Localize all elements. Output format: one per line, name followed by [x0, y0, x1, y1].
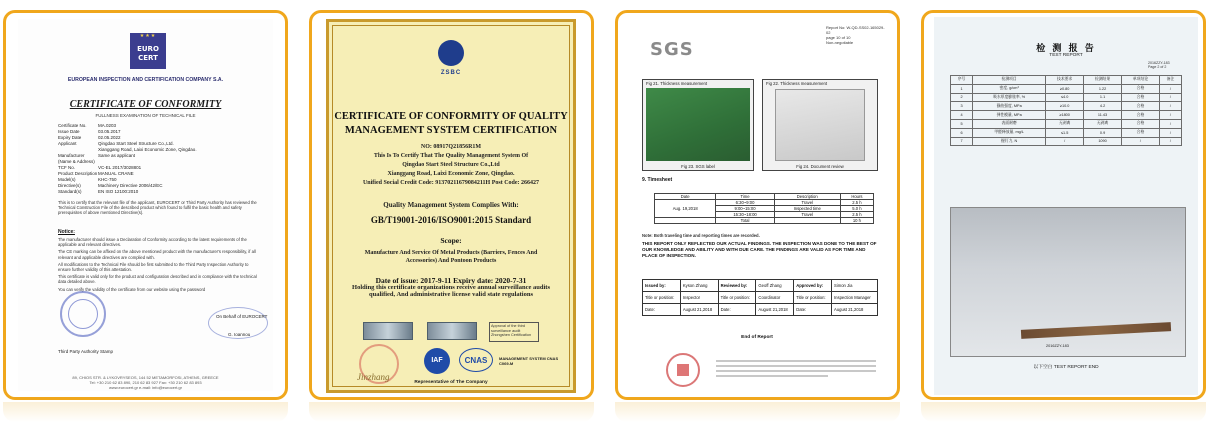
board-photo — [646, 88, 750, 161]
timesheet-note: Note: Both traveling time and reporting times are recorded. — [642, 233, 760, 238]
table-cell: / — [1159, 119, 1181, 128]
table-cell: Reviewed by: — [718, 280, 756, 292]
table-cell: 6 — [951, 128, 973, 137]
table-cell: 0.9 — [1084, 128, 1122, 137]
eurocert-document — [18, 19, 273, 391]
sgs-photo-green — [642, 79, 754, 171]
table-cell: Inspected time — [774, 206, 840, 212]
eurocert-logo — [130, 33, 166, 69]
table-cell: 2.5 h — [840, 200, 873, 206]
report-negotiable: Non-negotiable — [826, 40, 854, 45]
eurocert-on-behalf: On Behalf of EUROCERT — [216, 314, 268, 319]
table-row — [643, 292, 878, 304]
table-cell: Title or position: — [794, 292, 832, 304]
table-cell: Approved by: — [794, 280, 832, 292]
table-header: Date — [655, 194, 716, 200]
table-row — [951, 137, 1182, 146]
table-cell: 吸水厚度膨胀率, % — [973, 93, 1046, 102]
signature-table — [642, 279, 878, 316]
field-row: Certificate No. MA.0203 — [58, 123, 117, 128]
photo-caption: Fig 23. SGS label — [681, 164, 715, 169]
eurocert-footer — [18, 375, 273, 390]
table-row — [951, 111, 1182, 120]
certificate-card-sgs[interactable] — [615, 10, 900, 400]
table-cell: Simon Jia — [832, 280, 878, 292]
field-row: TCF No. VC-EL 2017/3028801 — [58, 165, 142, 170]
table-cell: 4 — [951, 111, 973, 120]
document-photo — [775, 89, 865, 161]
iaf-logo: IAF — [424, 348, 450, 374]
zsbc-credit-code: Unified Social Credit Code: 91370211679084211H Post Code: 266427 — [362, 180, 540, 186]
report-page: Page 2 of 2 — [1148, 65, 1167, 70]
table-cell: ≤1.5 — [1046, 128, 1084, 137]
table-cell: / — [1159, 84, 1181, 93]
table-cell: Aug. 19,2018 — [655, 200, 716, 218]
table-cell: 5 — [951, 119, 973, 128]
card-reflection — [3, 402, 288, 422]
certificate-card-zsbc[interactable] — [309, 10, 594, 400]
hologram-icon — [427, 322, 477, 340]
field-row: Expiry Date 02.05.2022 — [58, 135, 121, 140]
table-cell: Date: — [718, 304, 756, 316]
note-item: All modifications to the Technical File should be first submitted to the Third Party Inspection Authority to ensure further validity of this attestation. — [58, 261, 249, 273]
footer-line: Tel: +30 210 62 83 890, 210 62 83 927 Fax: +30 210 62 83 893 — [89, 380, 202, 385]
field-row: Standard(s) EN ISO 12100:2010 — [58, 189, 139, 194]
zsbc-logo-text: ZSBC — [440, 70, 462, 76]
photo-caption: Fig 24. Document review — [796, 164, 844, 169]
test-report-title: 检 测 报 告 — [1036, 44, 1096, 54]
table-cell: 合格 — [1122, 111, 1160, 120]
table-cell: 5.0 h — [840, 206, 873, 212]
table-cell: / — [1122, 137, 1160, 146]
table-cell: 1.22 — [1084, 84, 1122, 93]
table-cell: 7 — [951, 137, 973, 146]
stamp-inner-icon — [68, 299, 98, 329]
table-cell: Travel — [774, 200, 840, 206]
zsbc-title: CERTIFICATE OF CONFORMITY OF QUALITY MANAGEMENT SYSTEM CERTIFICATION — [334, 111, 568, 136]
card-reflection — [615, 402, 900, 422]
zsbc-certify-line: This Is To Certify That The Quality Management System Of — [373, 153, 529, 159]
table-cell: 握钉力, N — [973, 137, 1046, 146]
table-header: 技术要求 — [1046, 76, 1084, 85]
zsbc-address: Xianggang Road, Laixi Economic Zone, Qingdao. — [387, 171, 515, 177]
table-cell — [774, 218, 840, 224]
report-number: 2016ZZY-183 — [1148, 61, 1170, 65]
zsbc-representative: Representative of The Company — [414, 380, 488, 385]
table-cell: Inspection Manager — [832, 292, 878, 304]
eurocert-verify: You can verify the validity of the certificate from our website using the password — [58, 286, 206, 292]
table-cell: 3 — [951, 102, 973, 111]
footer-line: 89, CHIOS STR. & LYKOVRYSEOS, 144 52 METAMORFOSI, ATHENS, GREECE — [72, 375, 219, 380]
table-cell: Title or position: — [643, 292, 681, 304]
photo-caption: Fig 21. Thickness measurement — [646, 81, 708, 86]
table-row — [951, 76, 1182, 85]
zsbc-company: Qingdao Start Steel Structure Co.,Ltd — [402, 162, 500, 168]
table-cell: 弹性模量, MPa — [973, 111, 1046, 120]
table-cell: Geoff Zhang — [756, 280, 794, 292]
table-cell: ≥1800 — [1046, 111, 1084, 120]
zsbc-holding: Holding this certificate organizations receive annual surveillance audits qualified, And administrative license valid state regulations — [352, 284, 550, 298]
table-cell: 合格 — [1122, 84, 1160, 93]
eurocert-company: EUROPEAN INSPECTION AND CERTIFICATION COMPANY S.A. — [67, 77, 224, 83]
table-row — [951, 119, 1182, 128]
table-row — [643, 304, 878, 316]
zsbc-standard: GB/T19001-2016/ISO9001:2015 Standard — [370, 215, 532, 225]
table-cell: ≥10.0 — [1046, 102, 1084, 111]
table-cell: 10 h — [840, 218, 873, 224]
table-cell: 11.43 — [1084, 111, 1122, 120]
table-cell: / — [1046, 137, 1084, 146]
table-header: Time — [716, 194, 774, 200]
table-cell: Date: — [794, 304, 832, 316]
table-row — [643, 280, 878, 292]
eurocert-manager: G. Ioannou — [228, 332, 251, 337]
table-cell: Coordinator — [756, 292, 794, 304]
table-cell: Date: — [643, 304, 681, 316]
table-cell: 2 — [951, 93, 973, 102]
table-cell: / — [1159, 128, 1181, 137]
table-cell: / — [1159, 137, 1181, 146]
certificate-card-test-report[interactable] — [921, 10, 1206, 400]
report-no: Report No: W-QD-SS02-165029-02 — [826, 25, 885, 35]
field-row: Applicant Qingdao Start Steel Structure Co.,Ltd. — [58, 141, 174, 146]
table-row — [951, 128, 1182, 137]
zsbc-globe-icon — [438, 40, 464, 66]
table-cell: 15:30~18:00 — [716, 212, 774, 218]
table-cell: Travel — [774, 212, 840, 218]
table-cell: 无剥离 — [1084, 119, 1122, 128]
test-report-end: 以下空白 TEST REPORT END — [1033, 365, 1099, 370]
field-row: Issue Date 03.05.2017 — [58, 129, 121, 134]
test-report-table — [950, 75, 1182, 146]
sgs-report-meta — [826, 25, 886, 45]
report-page: page 10 of 10 — [826, 35, 851, 40]
sgs-logo: SGS — [650, 39, 694, 60]
timesheet-table — [654, 193, 874, 224]
sample-photo — [950, 207, 1186, 357]
eurocert-stamp-label: Third Party Authority Stamp — [58, 349, 114, 354]
table-cell: 合格 — [1122, 119, 1160, 128]
eurocert-notes — [58, 237, 258, 292]
sgs-document — [626, 17, 888, 394]
zsbc-complies: Quality Management System Complies With: — [383, 201, 519, 209]
table-cell: 密度, g/cm³ — [973, 84, 1046, 93]
field-row: (Name & Address) — [58, 159, 95, 164]
zsbc-scope-label: Scope: — [440, 236, 462, 245]
card-reflection — [921, 402, 1206, 422]
table-row — [951, 84, 1182, 93]
note-item: The manufacturer should issue a Declaration of Conformity according to the latest requirements of the applicable and relevant directives. — [58, 237, 247, 248]
table-cell: / — [1159, 111, 1181, 120]
test-report-document — [934, 17, 1198, 395]
table-row — [951, 93, 1182, 102]
table-cell: Title or position: — [718, 292, 756, 304]
table-header: 备注 — [1159, 76, 1181, 85]
table-cell: / — [1159, 93, 1181, 102]
zsbc-dates: Date of issue: 2017-9-11 Expiry date: 2020-7-31 — [375, 276, 527, 285]
field-row: Model(s) KHC-750 — [58, 177, 117, 182]
table-header: 单项结论 — [1122, 76, 1160, 85]
table-cell: 合格 — [1122, 93, 1160, 102]
eu-stars-icon: ★★★ — [139, 33, 157, 39]
sgs-end-of-report: End of Report — [741, 335, 773, 340]
table-cell: 1090 — [1084, 137, 1122, 146]
photo-caption: Fig 22. Thickness measurement — [766, 81, 828, 86]
note-item: This certificate is valid only for the product and configuration described and in compliance with the technical data detailed above. — [58, 274, 257, 285]
eurocert-subtitle: FULLNESS EXAMINATION OF TECHNICAL FILE — [95, 113, 196, 118]
table-row — [951, 102, 1182, 111]
cnas-logo: CNAS — [459, 348, 493, 372]
sgs-disclaimer: THIS REPORT ONLY REFLECTED OUR ACTUAL FINDINGS. THE INSPECTION WAS DONE TO THE BEST OF OUR KNOWLEDGE AND ABILITY AND WITH DUE CARE. THE FINDINGS ARE VALID AS FOR TIME AND PLACE OF INSPECTION. — [642, 241, 877, 258]
test-report-meta — [1148, 61, 1170, 70]
eurocert-logo-text: EURO CERT — [137, 45, 159, 62]
certificate-card-eurocert[interactable] — [3, 10, 288, 400]
table-cell: Issued by: — [643, 280, 681, 292]
eurocert-fields — [58, 123, 258, 216]
sgs-photo-doc — [762, 79, 878, 171]
table-cell — [655, 218, 716, 224]
table-cell: August 21,2018 — [832, 304, 878, 316]
table-header: 检测项目 — [973, 76, 1046, 85]
eurocert-notice-title: Notice: — [58, 229, 75, 235]
table-cell: 1.1 — [1084, 93, 1122, 102]
table-cell: 表面耐磨 — [973, 119, 1046, 128]
zsbc-scope-text: Manufacture And Service Of Metal Products (Barriers, Fences And Accessories) And Pontoon Products — [364, 250, 538, 264]
table-header: 序号 — [951, 76, 973, 85]
zsbc-approval: Approval of the third surveillance audit Zhongshen Certification — [489, 322, 539, 342]
table-cell: 1 — [951, 84, 973, 93]
fine-print — [716, 357, 876, 380]
note-item: The CE marking can be affixed on the above mentioned product with the manufacturer's responsibility, if all relevant and applicable directives are complied with. — [58, 249, 256, 260]
table-cell: 静曲强度, MPa — [973, 102, 1046, 111]
table-cell: 6:30~9:00 — [716, 200, 774, 206]
table-cell: 4.2 — [1084, 102, 1122, 111]
field-row: Xianggang Road, Laixi Economic Zone, Qingdao. — [98, 147, 197, 152]
table-header: Hours — [840, 194, 873, 200]
test-report-subtitle: TEST REPORT — [1049, 53, 1083, 58]
table-cell: Inspector — [680, 292, 718, 304]
table-cell: Total — [716, 218, 774, 224]
table-row — [655, 218, 874, 224]
field-row: Product Description MANUAL CRANE — [58, 171, 134, 176]
table-cell: 9:00~15:00 — [716, 206, 774, 212]
table-cell: Kyson Zhang — [680, 280, 718, 292]
table-header: 检测结果 — [1084, 76, 1122, 85]
footer-line: www.eurocert.gr e-mail: info@eurocert.gr — [109, 385, 182, 390]
table-cell: 无剥离 — [1046, 119, 1084, 128]
zsbc-cert-no: NO: 08917Q21856R1M — [420, 144, 482, 150]
eurocert-statement: This is to certify that the relevant file of the applicant, EUROCERT or Third Party Authority has reviewed the Technical Construction File of the described product which found to fulfil the basic health and safety prerequisites of above mentioned Directive(s). — [58, 200, 257, 216]
zsbc-mgmt: MANAGEMENT SYSTEM CNAS C069-M — [499, 356, 559, 366]
table-cell: ≤4.0 — [1046, 93, 1084, 102]
table-cell: ≥0.80 — [1046, 84, 1084, 93]
table-cell: 合格 — [1122, 102, 1160, 111]
table-cell: 甲醛释放量, mg/L — [973, 128, 1046, 137]
timesheet-title: 9. Timesheet — [642, 177, 673, 183]
eurocert-title: CERTIFICATE OF CONFORMITY — [69, 99, 222, 110]
floor-board-icon — [1021, 322, 1171, 339]
zsbc-seal-text: Jinzhang — [357, 372, 390, 382]
table-cell: August 21,2018 — [680, 304, 718, 316]
sample-label: 2016ZZY-183 — [1046, 344, 1069, 348]
field-row: Manufacturer Same as applicant — [58, 153, 136, 158]
table-cell: 2.5 h — [840, 212, 873, 218]
card-reflection — [309, 402, 594, 422]
stamp-center-icon — [677, 364, 689, 376]
table-header: Description — [774, 194, 840, 200]
zsbc-document — [326, 19, 576, 393]
table-cell: August 21,2018 — [756, 304, 794, 316]
field-row: Directive(s) Machinery Directive 2006/42/EC — [58, 183, 163, 188]
table-cell: 合格 — [1122, 128, 1160, 137]
table-cell: / — [1159, 102, 1181, 111]
hologram-icon — [363, 322, 413, 340]
